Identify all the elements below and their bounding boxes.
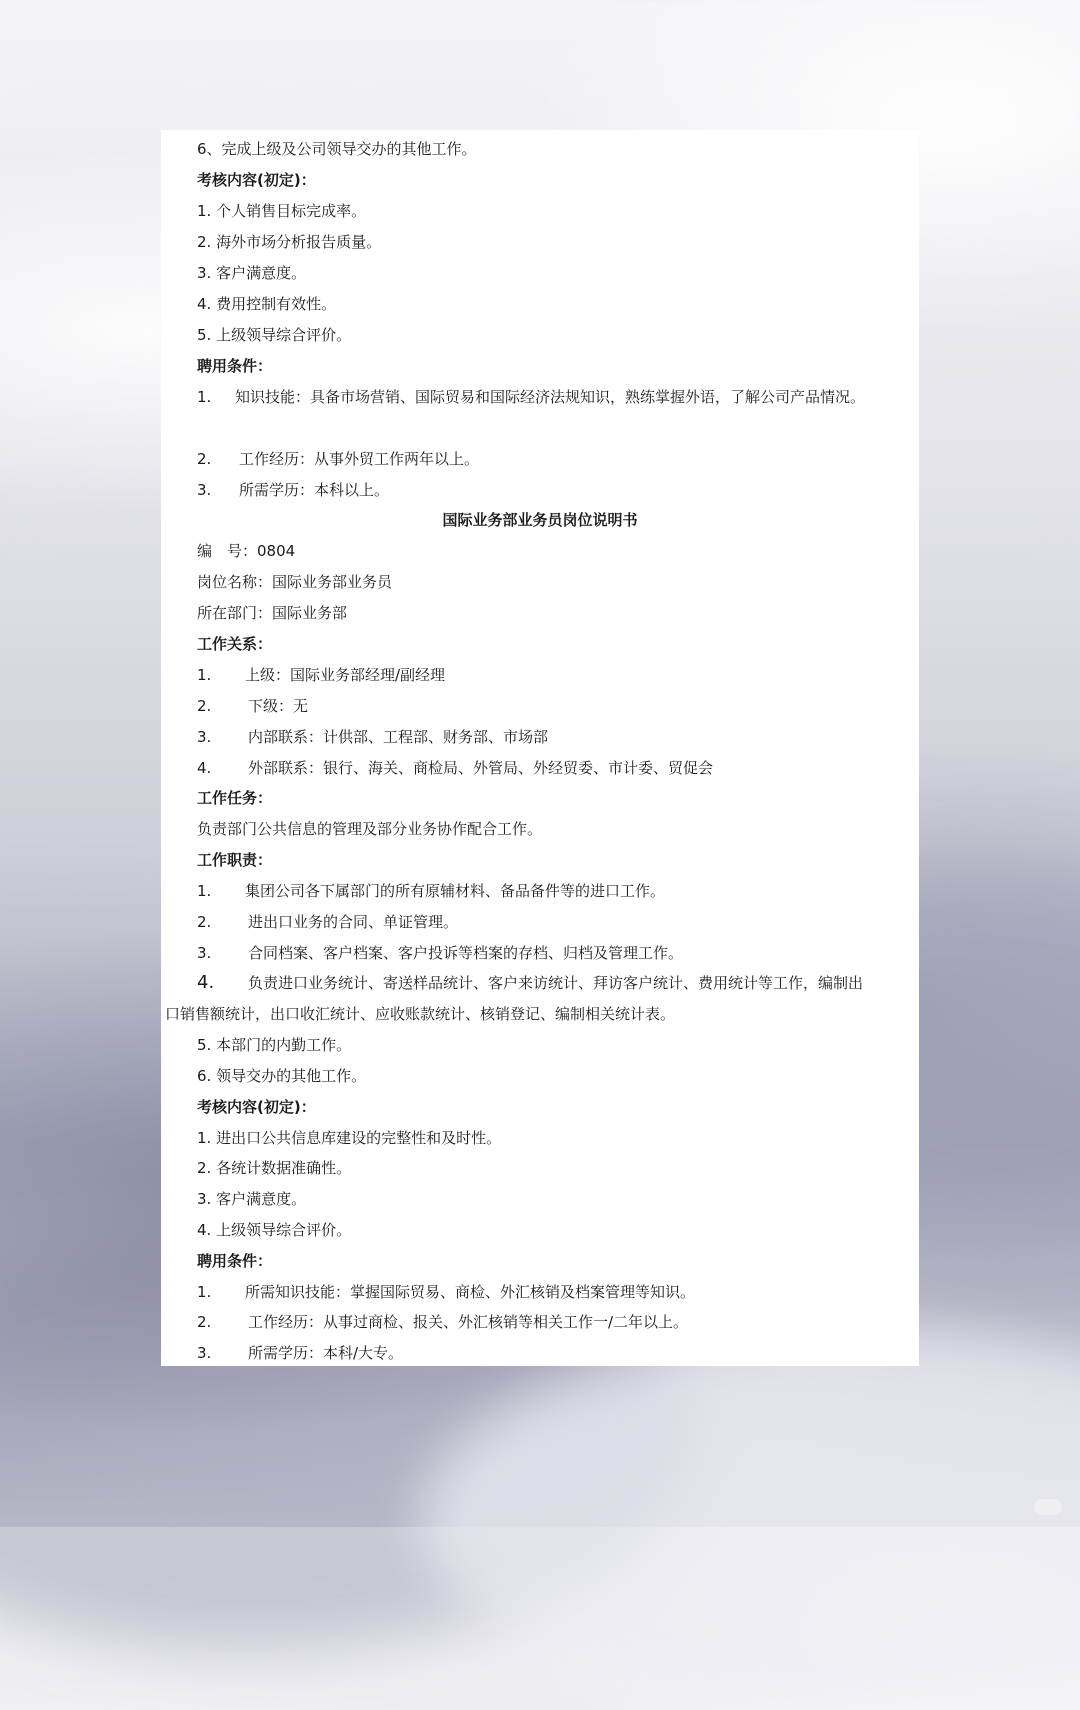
section-heading-relations: 工作关系： xyxy=(197,635,273,653)
assessment-item: 4. 上级领导综合评价。 xyxy=(197,1221,352,1239)
assessment-item: 5. 上级领导综合评价。 xyxy=(197,326,352,344)
duty-item xyxy=(197,972,863,994)
duty-item xyxy=(197,942,683,964)
assessment-item: 1. 个人销售目标完成率。 xyxy=(197,202,367,220)
item-text: 工作经历：从事外贸工作两年以上。 xyxy=(239,450,480,468)
section-heading-tasks: 工作任务： xyxy=(197,789,273,807)
item-text: 进出口业务的合同、单证管理。 xyxy=(248,913,459,931)
item-text: 所需学历：本科以上。 xyxy=(239,481,390,499)
section-heading-requirements: 聘用条件： xyxy=(197,357,273,375)
assessment-item: 2. 各统计数据准确性。 xyxy=(197,1159,352,1177)
duty-item xyxy=(197,880,665,902)
section-heading-assessment: 考核内容(初定)： xyxy=(197,1098,316,1116)
item-number: 1. xyxy=(197,882,212,900)
requirement-item xyxy=(197,448,479,470)
item-number: 1. xyxy=(197,388,212,406)
relation-item xyxy=(197,726,548,748)
relation-item xyxy=(197,757,713,779)
section-heading-duties: 工作职责： xyxy=(197,851,273,869)
item-text: 工作经历：从事过商检、报关、外汇核销等相关工作一/二年以上。 xyxy=(248,1313,689,1331)
requirement-item xyxy=(197,1281,695,1303)
section-heading-assessment: 考核内容(初定)： xyxy=(197,171,316,189)
item-text: 所需知识技能：掌握国际贸易、商检、外汇核销及档案管理等知识。 xyxy=(245,1283,696,1301)
duty-item-continued: 口销售额统计，出口收汇统计、应收账款统计、核销登记、编制相关统计表。 xyxy=(165,1005,676,1023)
item-text: 所需学历：本科/大专。 xyxy=(248,1344,404,1362)
item-text: 负责进口业务统计、寄送样品统计、客户来访统计、拜访客户统计、费用统计等工作，编制出 xyxy=(248,974,864,992)
position-name: 岗位名称：国际业务部业务员 xyxy=(197,573,393,591)
item-number: 1. xyxy=(197,1283,212,1301)
item-text: 外部联系：银行、海关、商检局、外管局、外经贸委、市计委、贸促会 xyxy=(248,759,714,777)
item-text: 内部联系：计供部、工程部、财务部、市场部 xyxy=(248,728,549,746)
item-text: 上级：国际业务部经理/副经理 xyxy=(245,666,446,684)
item-number: 2. xyxy=(197,1313,212,1331)
section-heading-requirements: 聘用条件： xyxy=(197,1252,273,1270)
assessment-item: 3. 客户满意度。 xyxy=(197,264,307,282)
item-number: 2. xyxy=(197,913,212,931)
document-page xyxy=(161,130,919,1366)
duty-item: 6. 领导交办的其他工作。 xyxy=(197,1067,367,1085)
assessment-item: 4. 费用控制有效性。 xyxy=(197,295,337,313)
requirement-item xyxy=(197,479,389,501)
item-number: 3. xyxy=(197,944,212,962)
assessment-item: 3. 客户满意度。 xyxy=(197,1190,307,1208)
watermark-logo xyxy=(1034,1499,1062,1515)
duty-item-6: 6、完成上级及公司领导交办的其他工作。 xyxy=(197,140,477,158)
item-text: 知识技能：具备市场营销、国际贸易和国际经济法规知识，熟练掌握外语，了解公司产品情况。 xyxy=(235,388,866,406)
requirement-item xyxy=(197,386,865,408)
department: 所在部门：国际业务部 xyxy=(197,604,348,622)
assessment-item: 2. 海外市场分析报告质量。 xyxy=(197,233,382,251)
position-code: 编 号：0804 xyxy=(197,542,296,560)
item-text: 合同档案、客户档案、客户投诉等档案的存档、归档及管理工作。 xyxy=(248,944,684,962)
item-number: 2. xyxy=(197,450,212,468)
requirement-item xyxy=(197,1311,688,1333)
item-number: 3. xyxy=(197,1344,212,1362)
assessment-item: 1. 进出口公共信息库建设的完整性和及时性。 xyxy=(197,1129,502,1147)
item-number: 3. xyxy=(197,728,212,746)
item-text: 集团公司各下属部门的所有原辅材料、备品备件等的进口工作。 xyxy=(245,882,666,900)
requirement-item xyxy=(197,1342,403,1364)
item-text: 下级：无 xyxy=(248,697,309,715)
relation-item xyxy=(197,695,308,717)
document-title: 国际业务部业务员岗位说明书 xyxy=(442,511,638,529)
item-number: 4. xyxy=(197,972,215,993)
duty-item xyxy=(197,911,458,933)
item-number: 3. xyxy=(197,481,212,499)
item-number: 1. xyxy=(197,666,212,684)
relation-item xyxy=(197,664,445,686)
duty-item: 5. 本部门的内勤工作。 xyxy=(197,1036,352,1054)
task-text: 负责部门公共信息的管理及部分业务协作配合工作。 xyxy=(197,820,543,838)
item-number: 2. xyxy=(197,697,212,715)
item-number: 4. xyxy=(197,759,212,777)
